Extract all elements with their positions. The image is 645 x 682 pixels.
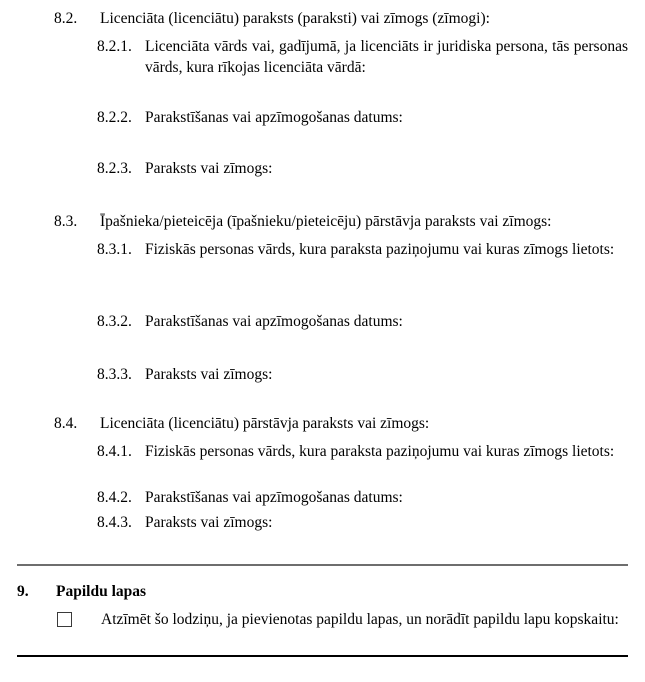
clause-8-3-text: Īpašnieka/pieteicēja (īpašnieku/pieteicēju) pārstāvja paraksts vai zīmogs: (100, 213, 552, 230)
clause-8-4-number: 8.4. (54, 415, 78, 432)
clause-8-4-text: Licenciāta (licenciātu) pārstāvja paraksts vai zīmogs: (100, 415, 430, 432)
clause-8-2-2 (97, 107, 628, 128)
clause-8-2-3 (97, 158, 628, 179)
clause-8-3-1-text: Fiziskās personas vārds, kura paraksta paziņojumu vai kuras zīmogs lietots: (145, 241, 615, 258)
section-9-heading (17, 581, 146, 602)
clause-8-2-2-number: 8.2.2. (97, 109, 132, 126)
clause-8-4-3-text: Paraksts vai zīmogs: (145, 514, 273, 531)
clause-8-2-2-text: Parakstīšanas vai apzīmogošanas datums: (145, 109, 403, 126)
clause-8-4-2 (97, 487, 628, 508)
clause-8-3-1-number: 8.3.1. (97, 241, 132, 258)
clause-8-3-1 (97, 239, 628, 260)
clause-8-2-1 (97, 36, 628, 78)
section-9-number: 9. (17, 583, 29, 600)
clause-8-3-3 (97, 364, 628, 385)
clause-8-4-1 (97, 441, 628, 462)
clause-8-2-text: Licenciāta (licenciātu) paraksts (paraksti) vai zīmogs (zīmogi): (100, 10, 490, 27)
section-divider-bottom (17, 655, 628, 657)
clause-8-2-number: 8.2. (54, 10, 78, 27)
clause-8-3-2-number: 8.3.2. (97, 313, 132, 330)
clause-8-2-3-text: Paraksts vai zīmogs: (145, 160, 273, 177)
clause-8-4-2-number: 8.4.2. (97, 489, 132, 506)
additional-pages-label: Atzīmēt šo lodziņu, ja pievienotas papildu lapas, un norādīt papildu lapu kopskaitu: (101, 611, 619, 628)
clause-8-3-2-text: Parakstīšanas vai apzīmogošanas datums: (145, 313, 403, 330)
clause-8-3-2 (97, 311, 628, 332)
clause-8-3-3-text: Paraksts vai zīmogs: (145, 366, 273, 383)
clause-8-3-number: 8.3. (54, 213, 78, 230)
clause-8-2-1-number: 8.2.1. (97, 38, 132, 55)
clause-8-4-1-text: Fiziskās personas vārds, kura paraksta paziņojumu vai kuras zīmogs lietots: (145, 443, 615, 460)
clause-8-2 (54, 8, 628, 29)
clause-8-4-2-text: Parakstīšanas vai apzīmogošanas datums: (145, 489, 403, 506)
clause-8-4 (54, 413, 628, 434)
clause-8-2-1-text: Licenciāta vārds vai, gadījumā, ja licenciāts ir juridiska persona, tās personas vārds, kura rīkojas licenciāta vārdā: (145, 38, 628, 76)
clause-8-4-3 (97, 512, 628, 533)
clause-8-4-1-number: 8.4.1. (97, 443, 132, 460)
additional-pages-checkbox[interactable] (57, 612, 72, 627)
clause-8-2-3-number: 8.2.3. (97, 160, 132, 177)
clause-8-3 (54, 211, 628, 232)
clause-8-3-3-number: 8.3.3. (97, 366, 132, 383)
section-9-title: Papildu lapas (56, 583, 147, 600)
section-divider-top (17, 564, 628, 566)
clause-8-4-3-number: 8.4.3. (97, 514, 132, 531)
additional-pages-row (57, 609, 628, 630)
